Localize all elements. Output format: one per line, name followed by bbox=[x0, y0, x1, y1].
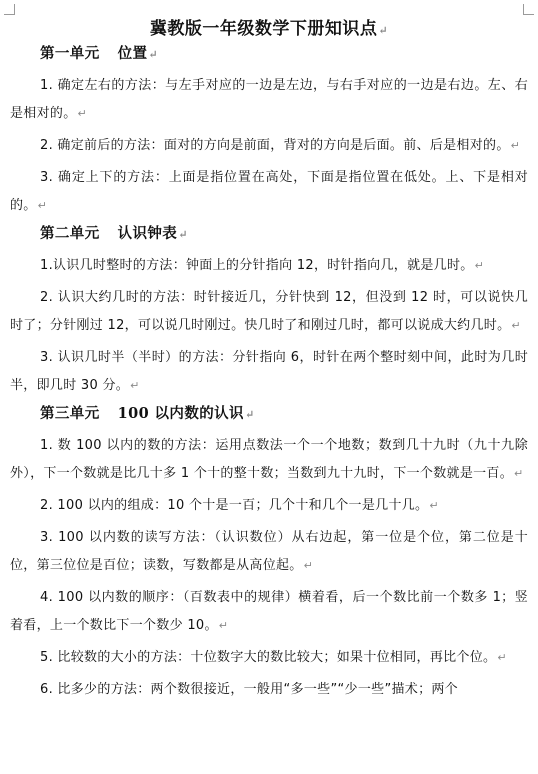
paragraph-mark-icon: ↵ bbox=[37, 199, 48, 212]
unit-heading bbox=[10, 404, 528, 425]
paragraph-mark-icon: ↵ bbox=[510, 139, 521, 152]
paragraph-mark-icon: ↵ bbox=[77, 107, 88, 120]
paragraph-text: 3. 确定上下的方法：上面是指位置在高处，下面是指位置在低处。上、下是相对的。 bbox=[10, 170, 528, 213]
unit-heading-label: 第三单元 bbox=[40, 405, 100, 422]
unit-heading bbox=[10, 44, 528, 65]
unit-heading-topic: 100 以内数的认识 bbox=[117, 405, 244, 422]
knowledge-paragraph bbox=[10, 72, 528, 128]
paragraph-mark-icon: ↵ bbox=[497, 651, 507, 664]
paragraph-text: 4. 100 以内数的顺序：（百数表中的规律）横着看，后一个数比前一个数多 1；竖着看，上一个数比下一个数少 10。 bbox=[10, 590, 528, 633]
knowledge-paragraph bbox=[10, 284, 528, 340]
paragraph-text: 3. 认识几时半（半时）的方法：分针指向 6，时针在两个整时刻中间，此时为几时半，即几时 30 分。 bbox=[10, 350, 528, 393]
document-body bbox=[10, 44, 528, 708]
knowledge-paragraph bbox=[10, 432, 528, 488]
paragraph-mark-icon: ↵ bbox=[474, 259, 485, 272]
paragraph-mark-icon: ↵ bbox=[130, 379, 140, 392]
unit-heading-topic: 认识钟表 bbox=[117, 225, 178, 242]
knowledge-paragraph bbox=[10, 132, 528, 160]
paragraph-text: 6. 比多少的方法：两个数很接近，一般用“多一些”“少一些”描术；两个 bbox=[40, 682, 458, 697]
paragraph-mark-icon: ↵ bbox=[429, 499, 439, 512]
knowledge-paragraph bbox=[10, 676, 528, 704]
paragraph-mark-icon: ↵ bbox=[303, 559, 314, 572]
unit-heading-label: 第一单元 bbox=[40, 45, 100, 62]
document-title bbox=[0, 14, 538, 39]
paragraph-text: 2. 认识大约几时的方法：时针接近几，分针快到 12，但没到 12 时，可以说快几时了；分针刚过 12，可以说几时刚过。快几时了和刚过几时，都可以说成大约几时。 bbox=[10, 290, 528, 333]
paragraph-text: 1.认识几时整时的方法：钟面上的分针指向 12，时针指向几，就是几时。 bbox=[40, 258, 474, 273]
knowledge-paragraph bbox=[10, 164, 528, 220]
knowledge-paragraph bbox=[10, 492, 528, 520]
paragraph-mark-icon: ↵ bbox=[148, 48, 159, 61]
paragraph-mark-icon: ↵ bbox=[514, 467, 524, 480]
paragraph-mark-icon: ↵ bbox=[511, 319, 521, 332]
knowledge-paragraph bbox=[10, 584, 528, 640]
paragraph-mark-icon: ↵ bbox=[178, 228, 188, 241]
knowledge-paragraph bbox=[10, 644, 528, 672]
paragraph-mark-icon: ↵ bbox=[244, 408, 255, 421]
paragraph-text: 1. 数 100 以内的数的方法：运用点数法一个一个地数；数到几十九时（九十九除外），下一个数就是比几十多 1 个十的整十数；当数到九十九时，下一个数就是一百。 bbox=[10, 438, 528, 481]
paragraph-mark-icon: ↵ bbox=[218, 619, 229, 632]
paragraph-mark-icon: ↵ bbox=[378, 24, 389, 37]
paragraph-text: 2. 确定前后的方法：面对的方向是前面，背对的方向是后面。前、后是相对的。 bbox=[40, 138, 510, 153]
document-title-text: 冀教版一年级数学下册知识点 bbox=[149, 19, 378, 39]
paragraph-text: 1. 确定左右的方法：与左手对应的一边是左边，与右手对应的一边是右边。左、右是相对的。 bbox=[10, 78, 528, 121]
knowledge-paragraph bbox=[10, 252, 528, 280]
knowledge-paragraph bbox=[10, 344, 528, 400]
paragraph-text: 2. 100 以内的组成：10 个十是一百；几个十和几个一是几十几。 bbox=[40, 498, 429, 513]
knowledge-paragraph bbox=[10, 524, 528, 580]
unit-heading bbox=[10, 224, 528, 245]
unit-heading-topic: 位置 bbox=[117, 45, 148, 62]
paragraph-text: 5. 比较数的大小的方法：十位数字大的数比较大；如果十位相同，再比个位。 bbox=[40, 650, 497, 665]
paragraph-text: 3. 100 以内数的读写方法：（认识数位）从右边起，第一位是个位，第二位是十位，第三位位是百位；读数，写数都是从高位起。 bbox=[10, 530, 528, 573]
unit-heading-label: 第二单元 bbox=[40, 225, 100, 242]
